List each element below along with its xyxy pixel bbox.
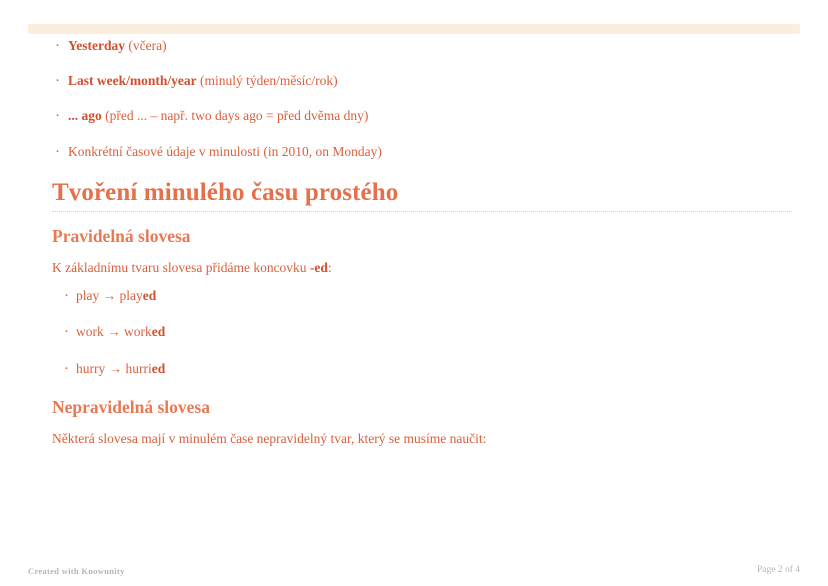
footer-page-number: Page 2 of 4 xyxy=(756,565,800,575)
irregular-verbs-intro: Některá slovesa mají v minulém čase nepravidelný tvar, který se musíme naučit: xyxy=(52,430,487,446)
page-footer xyxy=(0,552,828,586)
section-divider xyxy=(52,211,792,212)
intro-text-before: K základnímu tvaru slovesa přidáme koncovku xyxy=(52,259,310,275)
example-base: hurry → hurri xyxy=(76,360,152,376)
list-item xyxy=(52,361,792,377)
list-item-text: Konkrétní časové údaje v minulosti (in 2010, on Monday) xyxy=(68,143,382,159)
footer-credit: Created with Knowunity xyxy=(28,566,125,576)
example-base: play → play xyxy=(76,288,143,304)
example-suffix: ed xyxy=(151,324,166,340)
time-expressions-list xyxy=(52,38,792,160)
list-item-gloss: (včera) xyxy=(125,38,167,53)
example-suffix: ed xyxy=(151,360,166,376)
example-suffix: ed xyxy=(142,288,157,304)
list-item-gloss: (minulý týden/měsíc/rok) xyxy=(196,73,338,89)
list-item-term: ... ago xyxy=(68,108,102,124)
intro-text-after: : xyxy=(327,259,332,275)
page-content xyxy=(52,38,792,455)
list-item xyxy=(52,108,792,124)
example-base: work → work xyxy=(76,324,152,340)
list-item xyxy=(52,73,792,89)
list-item xyxy=(52,324,792,340)
subsection-title-irregular-verbs: Nepravidelná slovesa xyxy=(52,396,210,417)
list-item-gloss: (před ... – např. two days ago = před dvěma dny) xyxy=(101,108,369,124)
top-accent-band xyxy=(28,24,800,34)
list-item-term: Yesterday xyxy=(68,38,125,53)
list-item xyxy=(52,144,792,160)
regular-verbs-intro xyxy=(52,259,792,277)
subsection-title-regular-verbs: Pravidelná slovesa xyxy=(52,225,191,246)
list-item xyxy=(52,38,792,54)
section-title: Tvoření minulého času prostého xyxy=(52,178,399,206)
list-item xyxy=(52,288,792,304)
list-item-term: Last week/month/year xyxy=(68,73,197,89)
regular-verbs-examples xyxy=(52,288,792,377)
intro-suffix: -ed xyxy=(309,259,328,275)
